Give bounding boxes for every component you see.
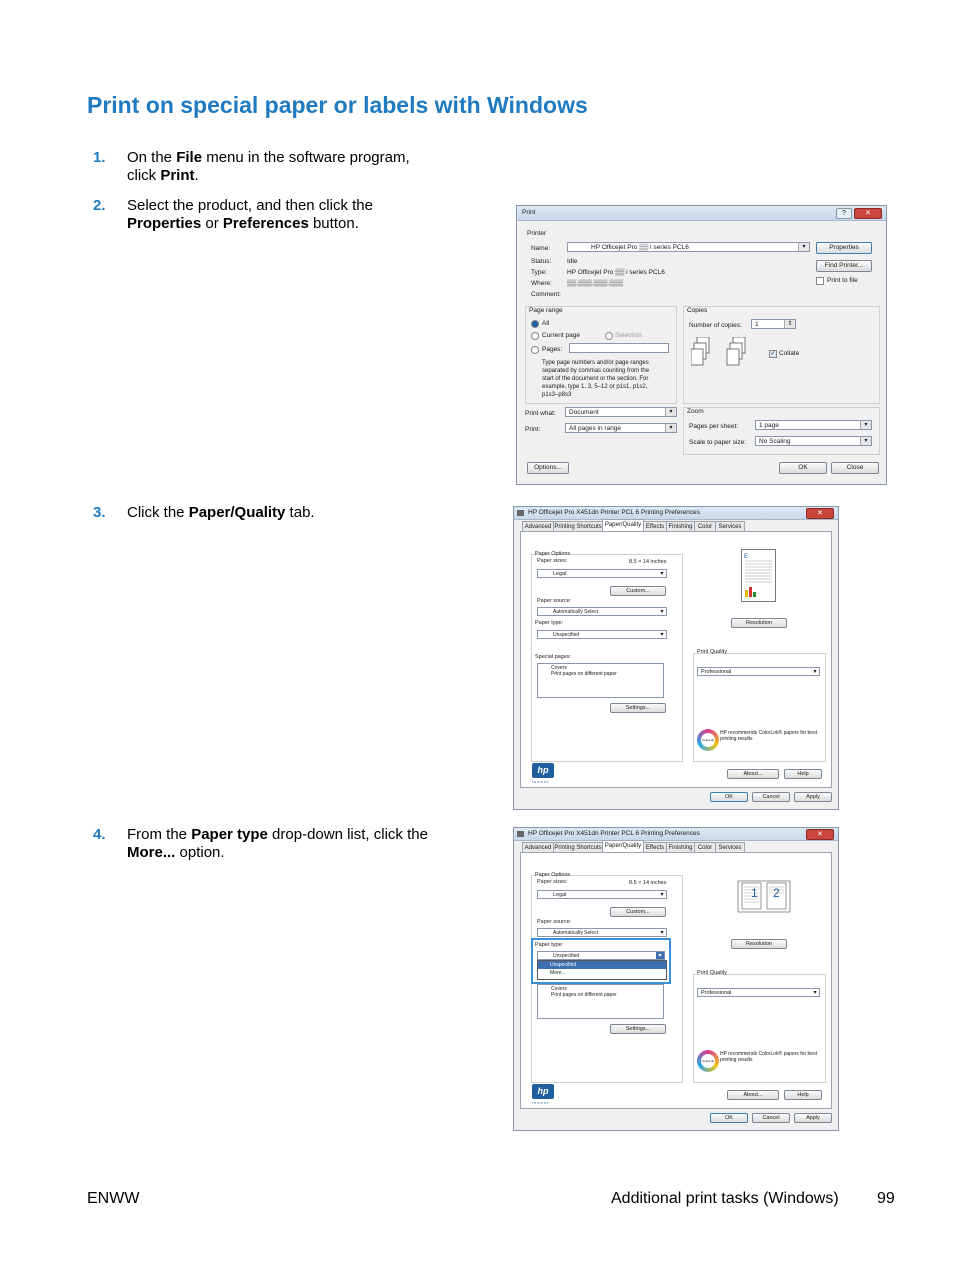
all-radio[interactable] — [531, 320, 539, 328]
cancel-button[interactable]: Cancel — [752, 1113, 790, 1123]
resolution-button[interactable]: Resolution — [731, 939, 787, 949]
chevron-down-icon: ▾ — [656, 952, 664, 959]
where-value: ▒▒.▒▒▒.▒▒▒.▒▒▒ — [567, 280, 624, 287]
pages-hint — [542, 359, 649, 399]
pages-input[interactable] — [569, 343, 669, 353]
page-preview-icon — [741, 549, 776, 602]
hp-invent-text: i n v e n t — [532, 779, 549, 784]
title-bar — [517, 206, 886, 221]
properties-button[interactable]: Properties — [816, 242, 872, 254]
num-copies-label: Number of copies: — [689, 322, 742, 329]
step-text-bold: Preferences — [222, 215, 309, 232]
special-pages-label: Special pages: — [535, 654, 572, 660]
dialog-title: Print — [522, 209, 536, 216]
footer-left: ENWW — [87, 1190, 140, 1207]
print-what-value: Document — [569, 409, 599, 416]
ok-button[interactable]: OK — [779, 462, 827, 474]
paper-size-select[interactable] — [537, 890, 667, 899]
hp-logo-text: hp — [537, 765, 549, 775]
page-title: Print on special paper or labels with Windows — [87, 92, 588, 118]
print-quality-label: Print Quality — [697, 970, 727, 976]
paper-source-select[interactable] — [537, 607, 667, 616]
paper-type-select[interactable] — [537, 951, 665, 960]
print-to-file-label: Print to file — [827, 277, 858, 284]
title-bar — [514, 828, 838, 841]
paper-source-value: Automatically Select — [553, 609, 599, 615]
printer-name-value: HP Officejet Pro ▒▒ i series PCL6 — [591, 244, 689, 251]
colorlok-logo-icon — [697, 1050, 719, 1072]
hp-logo-icon — [532, 1084, 554, 1099]
name-label: Name: — [531, 245, 551, 252]
paper-type-value: Unspecified — [553, 632, 580, 638]
comment-label: Comment: — [531, 291, 561, 298]
selection-label: Selection — [615, 332, 642, 339]
collate-checkbox[interactable]: ✓ — [770, 351, 776, 357]
title-bar — [514, 507, 838, 520]
selection-radio[interactable] — [605, 332, 613, 340]
list-item[interactable]: Print pages on different paper — [551, 992, 617, 998]
step-text: click — [127, 167, 161, 184]
pages-label: Pages: — [542, 346, 563, 353]
paper-size-value: Legal — [553, 571, 567, 577]
help-button[interactable]: Help — [784, 769, 822, 779]
hint-line: start of the document or the section. For — [542, 376, 649, 382]
tab-printing-shortcuts[interactable]: Printing Shortcuts — [553, 842, 603, 853]
paper-sizes-label: Paper sizes: — [537, 558, 568, 564]
step-text-bold: More... — [127, 844, 176, 861]
list-item[interactable]: Covers — [551, 665, 567, 671]
chevron-down-icon: ▾ — [811, 668, 819, 675]
collate-label: Collate — [779, 350, 800, 357]
options-button[interactable]: Options... — [527, 462, 569, 474]
type-value: HP Officejet Pro ▒▒ i series PCL6 — [567, 269, 665, 276]
preferences-dialog-more — [513, 827, 839, 1131]
print-to-file-checkbox[interactable] — [816, 277, 824, 285]
print-what-label: Print what: — [525, 410, 556, 417]
printer-icon — [517, 831, 524, 837]
print-quality-value: Professional — [701, 990, 732, 996]
chevron-down-icon: ▾ — [798, 243, 809, 251]
hint-line: p1s3–p8s3 — [542, 392, 572, 398]
status-label: Status: — [531, 258, 552, 265]
hint-line: example, type 1, 3, 5–12 or p1s1, p1s2, — [542, 384, 648, 390]
step-number: 1. — [93, 149, 106, 166]
scale-select[interactable] — [755, 436, 872, 446]
printer-group-label: Printer — [527, 230, 547, 237]
list-item[interactable]: Covers — [551, 986, 567, 992]
dialog-title: HP Officejet Pro X451dn Printer PCL 6 Printing Preferences — [528, 509, 700, 516]
paper-options-label: Paper Options — [535, 551, 571, 557]
pages-per-sheet-select[interactable] — [755, 420, 872, 430]
type-label: Type: — [531, 269, 547, 276]
paper-options-label: Paper Options — [535, 872, 571, 878]
zoom-label: Zoom — [687, 408, 704, 415]
ok-button[interactable]: OK — [710, 792, 748, 802]
dropdown-item-unspecified[interactable]: Unspecified — [538, 961, 666, 969]
close-icon[interactable]: ✕ — [854, 208, 882, 219]
copies-label: Copies — [687, 307, 708, 314]
colorlok-logo-text: ColorLok — [701, 1054, 715, 1068]
step-text: Click the — [127, 504, 189, 521]
chevron-down-icon: ▾ — [658, 570, 666, 577]
dropdown-item-more[interactable]: More... — [550, 970, 566, 976]
resolution-button[interactable]: Resolution — [731, 618, 787, 628]
paper-type-label: Paper type: — [535, 620, 564, 626]
colorlok-text: HP recommends ColorLok® papers for best printing results — [720, 730, 817, 742]
where-label: Where: — [531, 280, 552, 287]
list-item[interactable]: Print pages on different paper — [551, 671, 617, 677]
paper-size-value: Legal — [553, 892, 567, 898]
about-button[interactable]: About... — [727, 769, 779, 779]
close-icon[interactable]: ✕ — [806, 508, 834, 519]
paper-size-dims: 8.5 × 14 inches — [629, 559, 667, 565]
print-select[interactable] — [565, 423, 677, 433]
tab-finishing[interactable]: Finishing — [666, 842, 695, 853]
paper-source-select[interactable] — [537, 928, 667, 937]
tab-advanced[interactable]: Advanced — [522, 842, 554, 853]
special-pages-list[interactable] — [537, 984, 664, 1019]
about-button[interactable]: About... — [727, 1090, 779, 1100]
chevron-down-icon: ▾ — [665, 408, 676, 416]
step-number: 3. — [93, 504, 106, 521]
chevron-down-icon: ▾ — [811, 989, 819, 996]
tab-advanced[interactable]: Advanced — [522, 521, 554, 532]
chevron-down-icon: ▾ — [860, 437, 871, 445]
tab-effects[interactable]: Effects — [643, 842, 667, 853]
print-label: Print: — [525, 426, 541, 433]
step-text: . — [194, 167, 199, 184]
paper-source-value: Automatically Select — [553, 930, 599, 936]
special-pages-list[interactable] — [537, 663, 664, 698]
paper-size-select[interactable] — [537, 569, 667, 578]
paper-type-label: Paper type: — [535, 942, 564, 948]
paper-quality-panel — [520, 852, 832, 1109]
chevron-down-icon: ▾ — [658, 929, 666, 936]
tab-paper-quality[interactable]: Paper/Quality — [602, 840, 644, 853]
copies-spinner[interactable] — [751, 319, 796, 329]
dialog-title: HP Officejet Pro X451dn Printer PCL 6 Printing Preferences — [528, 830, 700, 837]
pages-per-sheet-value: 1 page — [759, 422, 779, 429]
settings-button[interactable]: Settings... — [610, 1024, 666, 1034]
scale-value: No Scaling — [759, 438, 791, 445]
cancel-button[interactable]: Cancel — [752, 792, 790, 802]
colorlok-text: HP recommends ColorLok® papers for best printing results — [720, 1051, 817, 1063]
step-number: 2. — [93, 197, 106, 214]
help-icon[interactable]: ? — [836, 208, 852, 219]
scale-label: Scale to paper size: — [689, 439, 747, 446]
custom-button[interactable]: Custom... — [610, 586, 666, 596]
paper-source-label: Paper source: — [537, 919, 572, 925]
chevron-down-icon: ▾ — [658, 608, 666, 615]
paper-type-dropdown-list — [537, 960, 667, 980]
apply-button[interactable]: Apply — [794, 1113, 832, 1123]
step-text: drop-down list, click the — [267, 826, 428, 843]
hp-invent-text: i n v e n t — [532, 1100, 549, 1105]
svg-text:E: E — [744, 554, 749, 560]
preview-page-number: 1 — [751, 886, 758, 900]
current-page-radio[interactable] — [531, 332, 539, 340]
chevron-down-icon: ▾ — [658, 631, 666, 638]
hp-logo-icon — [532, 763, 554, 778]
ok-button[interactable]: OK — [710, 1113, 748, 1123]
colorlok-logo-text: ColorLok — [701, 733, 715, 747]
zoom-group — [683, 407, 880, 455]
step-text-bold: Paper/Quality — [188, 504, 286, 521]
step-text: or — [201, 215, 223, 232]
print-quality-select[interactable] — [697, 988, 820, 997]
paper-type-value: Unspecified — [553, 953, 580, 959]
print-quality-select[interactable] — [697, 667, 820, 676]
hint-line: Type page numbers and/or page ranges — [542, 360, 649, 366]
colorlok-logo-icon — [697, 729, 719, 751]
tab-color[interactable]: Color — [694, 521, 716, 532]
tab-effects[interactable]: Effects — [643, 521, 667, 532]
paper-type-select[interactable] — [537, 630, 667, 639]
current-page-label: Current page — [542, 332, 580, 339]
chevron-down-icon: ▾ — [860, 421, 871, 429]
footer-section-title: Additional print tasks (Windows) — [611, 1190, 839, 1207]
preferences-dialog — [513, 506, 839, 810]
all-label: All — [542, 320, 550, 327]
pages-per-sheet-label: Pages per sheet: — [689, 423, 739, 430]
settings-button[interactable]: Settings... — [610, 703, 666, 713]
print-dialog — [516, 205, 887, 485]
two-page-preview-icon — [737, 880, 791, 913]
apply-button[interactable]: Apply — [794, 792, 832, 802]
print-what-select[interactable] — [565, 407, 677, 417]
tab-services[interactable]: Services — [715, 842, 745, 853]
step-text-bold: File — [176, 149, 203, 166]
pages-radio[interactable] — [531, 346, 539, 354]
paper-size-dims: 8.5 × 14 inches — [629, 880, 667, 886]
print-quality-label: Print Quality — [697, 649, 727, 655]
collate-icon — [691, 337, 761, 371]
paper-sizes-label: Paper sizes: — [537, 879, 568, 885]
step-text: option. — [175, 844, 225, 861]
close-button[interactable]: Close — [831, 462, 879, 474]
tab-paper-quality[interactable]: Paper/Quality — [602, 519, 644, 532]
print-quality-value: Professional — [701, 669, 732, 675]
copies-value: 1 — [755, 321, 759, 328]
tab-services[interactable]: Services — [715, 521, 745, 532]
help-button[interactable]: Help — [784, 1090, 822, 1100]
step-text: menu in the software program, — [202, 149, 410, 166]
tab-finishing[interactable]: Finishing — [666, 521, 695, 532]
paper-source-label: Paper source: — [537, 598, 572, 604]
status-value: Idle — [567, 258, 578, 265]
chevron-down-icon: ▾ — [665, 424, 676, 432]
page-range-label: Page range — [529, 307, 563, 314]
tab-printing-shortcuts[interactable]: Printing Shortcuts — [553, 521, 603, 532]
close-icon[interactable]: ✕ — [806, 829, 834, 840]
find-printer-button[interactable]: Find Printer... — [816, 260, 872, 272]
paper-quality-panel — [520, 531, 832, 788]
hint-line: separated by commas counting from the — [542, 368, 650, 374]
step-text-bold: Print — [160, 167, 195, 184]
print-value: All pages in range — [569, 425, 622, 432]
step-text: On the — [127, 149, 177, 166]
printer-name-select[interactable] — [567, 242, 810, 252]
preview-page-number: 2 — [773, 886, 780, 900]
step-text: Select the product, and then click the — [127, 197, 373, 214]
step-text: From the — [127, 826, 192, 843]
printer-icon — [517, 510, 524, 516]
hp-logo-text: hp — [537, 1086, 549, 1096]
step-text-bold: Paper type — [191, 826, 268, 843]
chevron-down-icon: ▾ — [658, 891, 666, 898]
tab-color[interactable]: Color — [694, 842, 716, 853]
page-number: 99 — [877, 1190, 895, 1207]
step-number: 4. — [93, 826, 106, 843]
step-text-bold: Properties — [127, 215, 202, 232]
spinner-icon[interactable]: ⇕ — [784, 320, 795, 328]
custom-button[interactable]: Custom... — [610, 907, 666, 917]
step-text: tab. — [285, 504, 315, 521]
step-text: button. — [308, 215, 359, 232]
